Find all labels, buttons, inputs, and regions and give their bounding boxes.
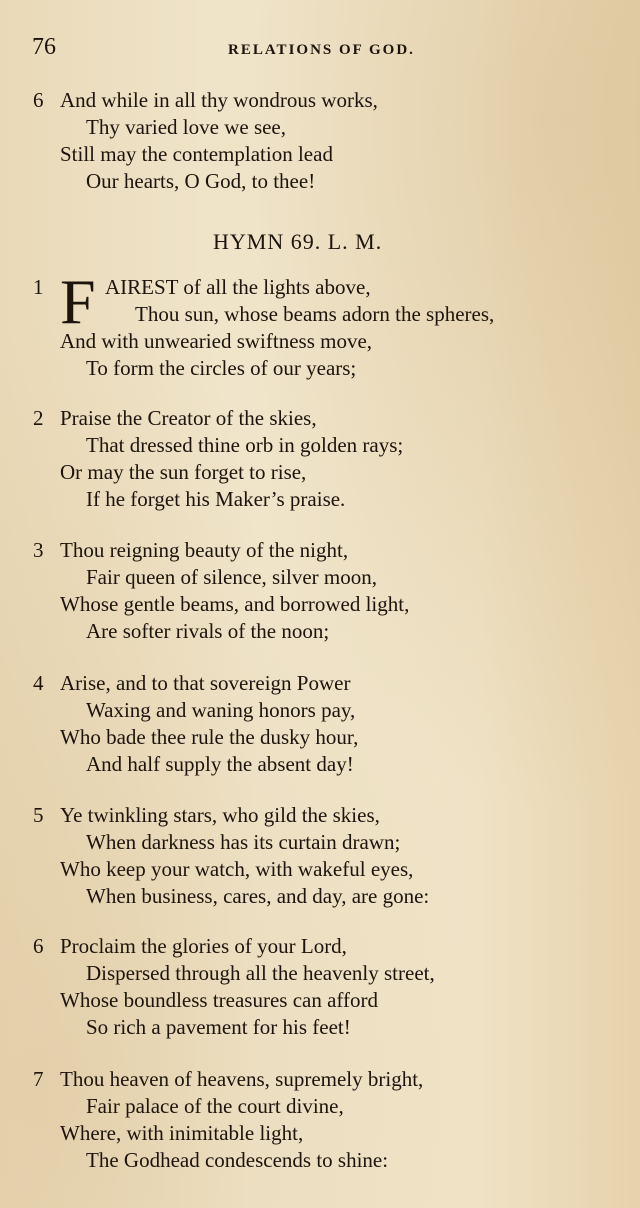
hymn-title: HYMN 69. L. M. — [213, 229, 383, 254]
stanza-line — [0, 486, 640, 513]
stanza-line-text: And with unwearied swiftness move, — [60, 329, 373, 353]
stanza-line — [0, 829, 640, 856]
stanza-line-text: Thou heaven of heavens, supremely bright, — [60, 1067, 424, 1091]
stanza-line-text: Ye twinkling stars, who gild the skies, — [60, 803, 380, 827]
stanza-line-text: Where, with inimitable light, — [60, 1121, 304, 1145]
stanza-line — [0, 591, 640, 618]
stanza-number: 2 — [33, 406, 44, 430]
stanza-line — [0, 301, 640, 328]
stanza-line-text: Fair palace of the court divine, — [86, 1094, 344, 1118]
stanza-line — [0, 168, 640, 195]
stanza-line-text: If he forget his Maker’s praise. — [86, 487, 346, 511]
stanza-line-text: Still may the contemplation lead — [60, 142, 333, 166]
prev-hymn-stanza-6 — [0, 87, 640, 195]
page-header — [32, 34, 632, 68]
stanza-line — [0, 274, 640, 301]
stanza-line-text: To form the circles of our years; — [86, 356, 357, 380]
stanza-2 — [0, 405, 640, 513]
stanza-line — [0, 1120, 640, 1147]
running-title: RELATIONS OF GOD. — [228, 42, 415, 58]
stanza-line-text: When business, cares, and day, are gone: — [86, 884, 430, 908]
stanza-line-text: Whose boundless treasures can afford — [60, 988, 379, 1012]
stanza-line-text: Thou reigning beauty of the night, — [60, 538, 349, 562]
stanza-line — [0, 987, 640, 1014]
stanza-line — [0, 618, 640, 645]
stanza-line — [0, 328, 640, 355]
stanza-line-text: When darkness has its curtain drawn; — [86, 830, 401, 854]
stanza-line — [0, 1066, 640, 1093]
stanza-number: 6 — [33, 934, 44, 958]
drop-cap: F — [60, 266, 96, 337]
stanza-line — [0, 405, 640, 432]
stanza-7 — [0, 1066, 640, 1174]
stanza-line — [0, 564, 640, 591]
stanza-line — [0, 459, 640, 486]
stanza-line — [0, 751, 640, 778]
stanza-line — [0, 960, 640, 987]
stanza-line — [0, 933, 640, 960]
stanza-line — [0, 1147, 640, 1174]
stanza-number: 3 — [33, 538, 44, 562]
stanza-number: 6 — [33, 88, 44, 112]
stanza-number: 1 — [33, 275, 44, 299]
stanza-line — [0, 724, 640, 751]
stanza-line — [0, 697, 640, 724]
stanza-line-text: Thy varied love we see, — [86, 115, 287, 139]
stanza-line-text: Whose gentle beams, and borrowed light, — [60, 592, 410, 616]
stanza-number: 7 — [33, 1067, 44, 1091]
stanza-line — [0, 856, 640, 883]
stanza-line-text: Thou sun, whose beams adorn the spheres, — [135, 302, 495, 326]
stanza-line-text: Arise, and to that sovereign Power — [60, 671, 351, 695]
page-number: 76 — [32, 34, 56, 60]
stanza-line — [0, 670, 640, 697]
stanza-line-text: So rich a pavement for his feet! — [86, 1015, 351, 1039]
stanza-line-text: Or may the sun forget to rise, — [60, 460, 307, 484]
stanza-line-text: Waxing and waning honors pay, — [86, 698, 356, 722]
stanza-number: 4 — [33, 671, 44, 695]
stanza-line-text: Who keep your watch, with wakeful eyes, — [60, 857, 414, 881]
stanza-6 — [0, 933, 640, 1041]
stanza-line — [0, 432, 640, 459]
stanza-1 — [0, 274, 640, 382]
stanza-line-text: Praise the Creator of the skies, — [60, 406, 317, 430]
stanza-line — [0, 355, 640, 382]
stanza-line — [0, 802, 640, 829]
stanza-line-text: Who bade thee rule the dusky hour, — [60, 725, 359, 749]
stanza-line-text: Are softer rivals of the noon; — [86, 619, 330, 643]
stanza-line — [0, 141, 640, 168]
stanza-4 — [0, 670, 640, 778]
stanza-line — [0, 883, 640, 910]
stanza-line-text: And half supply the absent day! — [86, 752, 354, 776]
stanza-line-text: Our hearts, O God, to thee! — [86, 169, 316, 193]
stanza-line-text: That dressed thine orb in golden rays; — [86, 433, 404, 457]
stanza-line-text: The Godhead condescends to shine: — [86, 1148, 389, 1172]
stanza-line — [0, 1014, 640, 1041]
stanza-line-text: Proclaim the glories of your Lord, — [60, 934, 347, 958]
stanza-line — [0, 87, 640, 114]
stanza-line — [0, 1093, 640, 1120]
stanza-line-text: Fair queen of silence, silver moon, — [86, 565, 378, 589]
stanza-5 — [0, 802, 640, 910]
stanza-line-text: AIREST of all the lights above, — [105, 275, 371, 299]
stanza-line — [0, 537, 640, 564]
stanza-line-text: Dispersed through all the heavenly street, — [86, 961, 435, 985]
stanza-line-text: And while in all thy wondrous works, — [60, 88, 378, 112]
stanza-line — [0, 114, 640, 141]
stanza-number: 5 — [33, 803, 44, 827]
stanza-3 — [0, 537, 640, 645]
